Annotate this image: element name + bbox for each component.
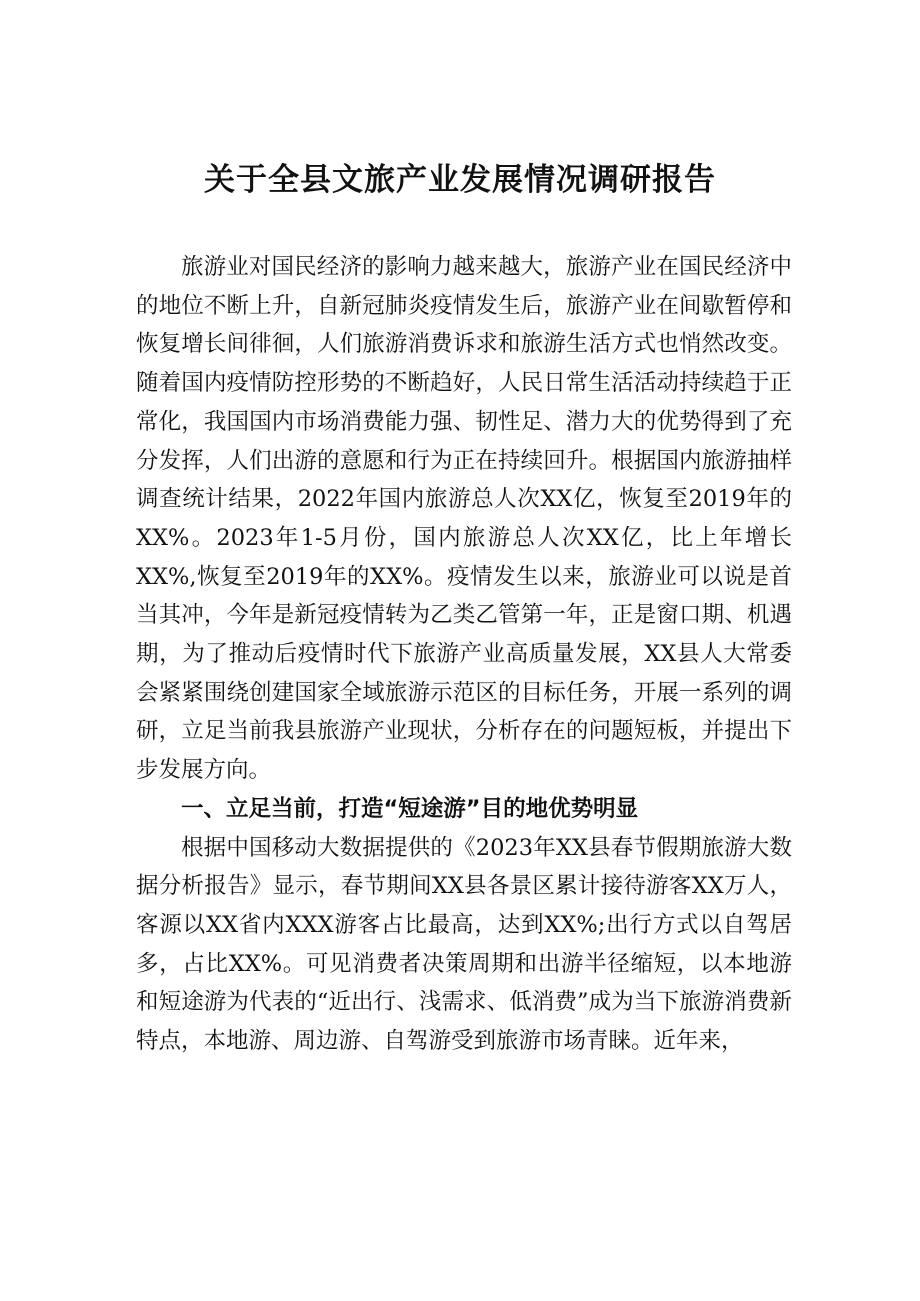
document-title: 关于全县文旅产业发展情况调研报告 (204, 162, 716, 198)
document-body (136, 248, 792, 1061)
paragraph-intro: 旅游业对国民经济的影响力越来越大，旅游产业在国民经济中的地位不断上升，自新冠肺炎疫情发生后，旅游产业在间歇暂停和恢复增长间徘徊，人们旅游消费诉求和旅游生活方式也悄然改变。随着国内疫情防控形势的不断趋好，人民日常生活活动持续趋于正常化，我国国内市场消费能力强、韧性足、潜力大的优势得到了充分发挥，人们出游的意愿和行为正在持续回升。根据国内旅游抽样调查统计结果，2022年国内旅游总人次XX亿，恢复至2019年的XX%。2023年1-5月份，国内旅游总人次XX亿，比上年增长XX%,恢复至2019年的XX%。疫情发生以来，旅游业可以说是首当其冲，今年是新冠疫情转为乙类乙管第一年，正是窗口期、机遇期，为了推动后疫情时代下旅游产业高质量发展，XX县人大常委会紧紧围绕创建国家全域旅游示范区的目标任务，开展一系列的调研，立足当前我县旅游产业现状，分析存在的问题短板，并提出下步发展方向。 (136, 254, 792, 784)
paragraph-section-1: 根据中国移动大数据提供的《2023年XX县春节假期旅游大数据分析报告》显示，春节期间XX县各景区累计接待游客XX万人，客源以XX省内XXX游客占比最高，达到XX%;出行方式以自驾居多，占比XX%。可见消费者决策周期和出游半径缩短，以本地游和短途游为代表的“近出行、浅需求、低消费”成为当下旅游消费新特点，本地游、周边游、自驾游受到旅游市场青睐。近年来， (136, 834, 792, 1055)
section-heading-1: 一、立足当前，打造“短途游”目的地优势明显 (181, 795, 639, 822)
